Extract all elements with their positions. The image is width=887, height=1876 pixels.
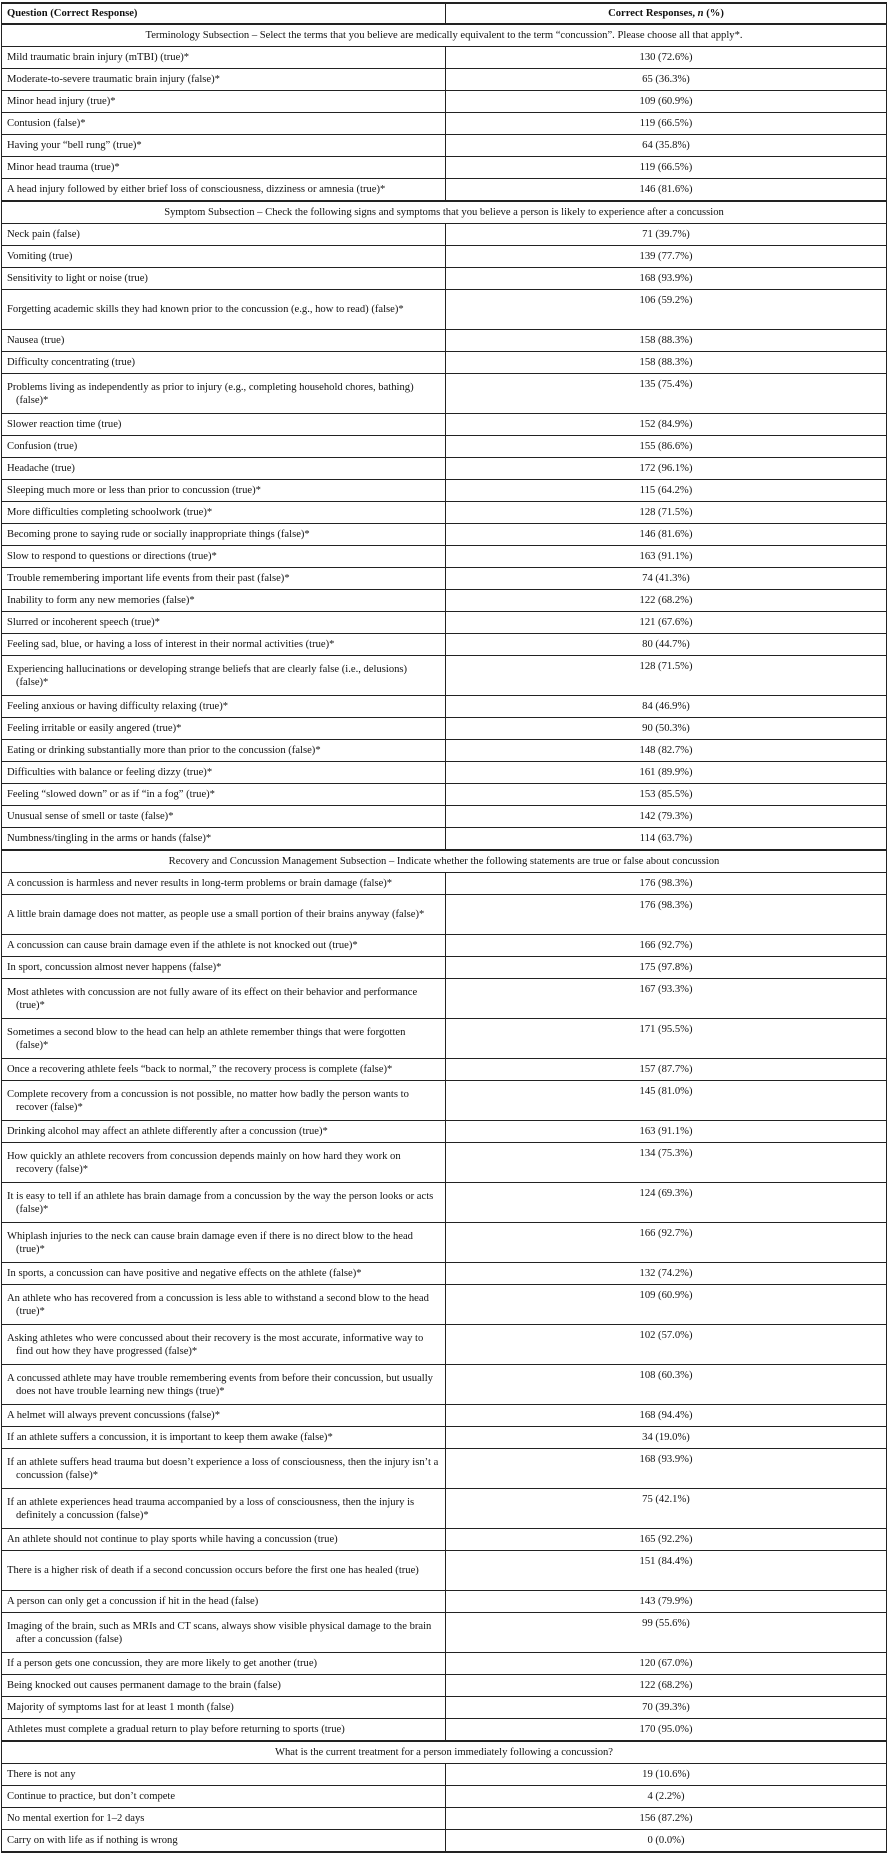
table-row <box>2 1653 887 1675</box>
correct-responses-cell: 114 (63.7%) <box>446 828 887 851</box>
table-row <box>2 1489 887 1529</box>
table-row <box>2 634 887 656</box>
question-cell: Becoming prone to saying rude or socially inappropriate things (false)* <box>2 524 446 546</box>
table-row <box>2 47 887 69</box>
question-cell: Minor head trauma (true)* <box>2 157 446 179</box>
question-cell: Whiplash injuries to the neck can cause brain damage even if there is no direct blow to the head (true)* <box>2 1223 446 1263</box>
correct-responses-cell: 65 (36.3%) <box>446 69 887 91</box>
section-title: Symptom Subsection – Check the following signs and symptoms that you believe a person is likely to experience after a concussion <box>2 201 887 224</box>
correct-responses-cell: 102 (57.0%) <box>446 1325 887 1365</box>
question-cell: Minor head injury (true)* <box>2 91 446 113</box>
question-cell: A concussed athlete may have trouble remembering events from before their concussion, but usually does not have trouble learning new things (true)* <box>2 1365 446 1405</box>
question-cell: Asking athletes who were concussed about their recovery is the most accurate, informative way to find out how they have progressed (false)* <box>2 1325 446 1365</box>
correct-responses-cell: 84 (46.9%) <box>446 696 887 718</box>
question-cell: Inability to form any new memories (false)* <box>2 590 446 612</box>
question-cell: Confusion (true) <box>2 436 446 458</box>
table-row <box>2 1697 887 1719</box>
table-row <box>2 179 887 202</box>
table-row <box>2 69 887 91</box>
correct-responses-cell: 166 (92.7%) <box>446 935 887 957</box>
question-cell: Sometimes a second blow to the head can help an athlete remember things that were forgotten (false)* <box>2 1019 446 1059</box>
correct-responses-cell: 148 (82.7%) <box>446 740 887 762</box>
table-row <box>2 1019 887 1059</box>
correct-responses-cell: 0 (0.0%) <box>446 1830 887 1853</box>
table-row <box>2 502 887 524</box>
correct-responses-cell: 165 (92.2%) <box>446 1529 887 1551</box>
question-cell: A helmet will always prevent concussions (false)* <box>2 1405 446 1427</box>
correct-responses-cell: 120 (67.0%) <box>446 1653 887 1675</box>
table-row <box>2 374 887 414</box>
correct-responses-cell: 122 (68.2%) <box>446 1675 887 1697</box>
table-row <box>2 873 887 895</box>
correct-responses-cell: 106 (59.2%) <box>446 290 887 330</box>
correct-responses-cell: 108 (60.3%) <box>446 1365 887 1405</box>
question-cell: Contusion (false)* <box>2 113 446 135</box>
table-row <box>2 1591 887 1613</box>
concussion-knowledge-table <box>1 2 887 1853</box>
table-row <box>2 352 887 374</box>
correct-responses-cell: 163 (91.1%) <box>446 1121 887 1143</box>
table-row <box>2 1405 887 1427</box>
table-row <box>2 1529 887 1551</box>
table-row <box>2 696 887 718</box>
table-row <box>2 784 887 806</box>
table-row <box>2 612 887 634</box>
table-row <box>2 1325 887 1365</box>
section-title: What is the current treatment for a person immediately following a concussion? <box>2 1741 887 1764</box>
correct-responses-cell: 128 (71.5%) <box>446 502 887 524</box>
table-row <box>2 957 887 979</box>
header-responses-prefix: Correct Responses, <box>608 8 698 19</box>
table-row <box>2 1613 887 1653</box>
correct-responses-cell: 122 (68.2%) <box>446 590 887 612</box>
question-cell: Unusual sense of smell or taste (false)* <box>2 806 446 828</box>
question-cell: Feeling anxious or having difficulty relaxing (true)* <box>2 696 446 718</box>
question-cell: Continue to practice, but don’t compete <box>2 1786 446 1808</box>
correct-responses-cell: 90 (50.3%) <box>446 718 887 740</box>
correct-responses-cell: 132 (74.2%) <box>446 1263 887 1285</box>
question-cell: Being knocked out causes permanent damage to the brain (false) <box>2 1675 446 1697</box>
question-cell: Slurred or incoherent speech (true)* <box>2 612 446 634</box>
correct-responses-cell: 172 (96.1%) <box>446 458 887 480</box>
correct-responses-cell: 146 (81.6%) <box>446 179 887 202</box>
table-row <box>2 436 887 458</box>
table-row <box>2 935 887 957</box>
question-cell: Neck pain (false) <box>2 224 446 246</box>
question-cell: Feeling irritable or easily angered (true)* <box>2 718 446 740</box>
table-row <box>2 1263 887 1285</box>
question-cell: If an athlete suffers head trauma but doesn’t experience a loss of consciousness, then the injury isn’t a concussion (false)* <box>2 1449 446 1489</box>
correct-responses-cell: 143 (79.9%) <box>446 1591 887 1613</box>
section-title: Recovery and Concussion Management Subsection – Indicate whether the following statements are true or false about concussion <box>2 850 887 873</box>
correct-responses-cell: 109 (60.9%) <box>446 1285 887 1325</box>
table-row <box>2 1121 887 1143</box>
table-row <box>2 1427 887 1449</box>
table-row <box>2 546 887 568</box>
section-header-row <box>2 201 887 224</box>
correct-responses-cell: 139 (77.7%) <box>446 246 887 268</box>
correct-responses-cell: 166 (92.7%) <box>446 1223 887 1263</box>
table-row <box>2 979 887 1019</box>
correct-responses-cell: 168 (93.9%) <box>446 268 887 290</box>
header-correct-responses <box>446 3 887 24</box>
header-question: Question (Correct Response) <box>2 3 446 24</box>
correct-responses-cell: 64 (35.8%) <box>446 135 887 157</box>
table-row <box>2 290 887 330</box>
table-row <box>2 806 887 828</box>
question-cell: More difficulties completing schoolwork (true)* <box>2 502 446 524</box>
table-row <box>2 828 887 851</box>
table-row <box>2 458 887 480</box>
question-cell: Once a recovering athlete feels “back to normal,” the recovery process is complete (false)* <box>2 1059 446 1081</box>
question-cell: Majority of symptoms last for at least 1 month (false) <box>2 1697 446 1719</box>
correct-responses-cell: 170 (95.0%) <box>446 1719 887 1742</box>
question-cell: Most athletes with concussion are not fully aware of its effect on their behavior and performance (true)* <box>2 979 446 1019</box>
correct-responses-cell: 4 (2.2%) <box>446 1786 887 1808</box>
correct-responses-cell: 152 (84.9%) <box>446 414 887 436</box>
section-header-row <box>2 1741 887 1764</box>
correct-responses-cell: 155 (86.6%) <box>446 436 887 458</box>
correct-responses-cell: 115 (64.2%) <box>446 480 887 502</box>
table-body <box>2 24 887 1852</box>
section-header-row <box>2 24 887 47</box>
question-cell: A concussion can cause brain damage even if the athlete is not knocked out (true)* <box>2 935 446 957</box>
section-title: Terminology Subsection – Select the terms that you believe are medically equivalent to the term “concussion”. Please choose all that apply*. <box>2 24 887 47</box>
question-cell: Eating or drinking substantially more than prior to the concussion (false)* <box>2 740 446 762</box>
table-row <box>2 1764 887 1786</box>
question-cell: Having your “bell rung” (true)* <box>2 135 446 157</box>
correct-responses-cell: 156 (87.2%) <box>446 1808 887 1830</box>
table-row <box>2 1183 887 1223</box>
question-cell: Slow to respond to questions or directions (true)* <box>2 546 446 568</box>
table-row <box>2 246 887 268</box>
table-row <box>2 414 887 436</box>
table-row <box>2 135 887 157</box>
question-cell: Complete recovery from a concussion is not possible, no matter how badly the person wants to recover (false)* <box>2 1081 446 1121</box>
correct-responses-cell: 109 (60.9%) <box>446 91 887 113</box>
table-row <box>2 524 887 546</box>
correct-responses-cell: 19 (10.6%) <box>446 1764 887 1786</box>
table-header-row <box>2 3 887 24</box>
question-cell: Slower reaction time (true) <box>2 414 446 436</box>
header-responses-suffix: (%) <box>703 8 724 19</box>
correct-responses-cell: 128 (71.5%) <box>446 656 887 696</box>
question-cell: In sport, concussion almost never happens (false)* <box>2 957 446 979</box>
question-cell: An athlete should not continue to play sports while having a concussion (true) <box>2 1529 446 1551</box>
question-cell: An athlete who has recovered from a concussion is less able to withstand a second blow to the head (true)* <box>2 1285 446 1325</box>
question-cell: Sensitivity to light or noise (true) <box>2 268 446 290</box>
question-cell: If a person gets one concussion, they are more likely to get another (true) <box>2 1653 446 1675</box>
table-row <box>2 740 887 762</box>
question-cell: How quickly an athlete recovers from concussion depends mainly on how hard they work on recovery (false)* <box>2 1143 446 1183</box>
question-cell: Carry on with life as if nothing is wrong <box>2 1830 446 1853</box>
table-row <box>2 1808 887 1830</box>
correct-responses-cell: 74 (41.3%) <box>446 568 887 590</box>
question-cell: Headache (true) <box>2 458 446 480</box>
question-cell: It is easy to tell if an athlete has brain damage from a concussion by the way the person looks or acts (false)* <box>2 1183 446 1223</box>
correct-responses-cell: 176 (98.3%) <box>446 895 887 935</box>
correct-responses-cell: 158 (88.3%) <box>446 330 887 352</box>
question-cell: There is a higher risk of death if a second concussion occurs before the first one has healed (true) <box>2 1551 446 1591</box>
table-row <box>2 224 887 246</box>
table-row <box>2 590 887 612</box>
table-row <box>2 762 887 784</box>
question-cell: Forgetting academic skills they had known prior to the concussion (e.g., how to read) (false)* <box>2 290 446 330</box>
correct-responses-cell: 135 (75.4%) <box>446 374 887 414</box>
question-cell: A concussion is harmless and never results in long-term problems or brain damage (false)* <box>2 873 446 895</box>
question-cell: Trouble remembering important life events from their past (false)* <box>2 568 446 590</box>
question-cell: Difficulty concentrating (true) <box>2 352 446 374</box>
question-cell: Drinking alcohol may affect an athlete differently after a concussion (true)* <box>2 1121 446 1143</box>
table-row <box>2 480 887 502</box>
correct-responses-cell: 163 (91.1%) <box>446 546 887 568</box>
correct-responses-cell: 80 (44.7%) <box>446 634 887 656</box>
correct-responses-cell: 75 (42.1%) <box>446 1489 887 1529</box>
correct-responses-cell: 168 (93.9%) <box>446 1449 887 1489</box>
correct-responses-cell: 124 (69.3%) <box>446 1183 887 1223</box>
question-cell: If an athlete suffers a concussion, it is important to keep them awake (false)* <box>2 1427 446 1449</box>
section-header-row <box>2 850 887 873</box>
correct-responses-cell: 130 (72.6%) <box>446 47 887 69</box>
question-cell: Problems living as independently as prior to injury (e.g., completing household chores, bathing) (false)* <box>2 374 446 414</box>
correct-responses-cell: 161 (89.9%) <box>446 762 887 784</box>
correct-responses-cell: 168 (94.4%) <box>446 1405 887 1427</box>
table-row <box>2 895 887 935</box>
table-row <box>2 718 887 740</box>
question-cell: In sports, a concussion can have positive and negative effects on the athlete (false)* <box>2 1263 446 1285</box>
correct-responses-cell: 99 (55.6%) <box>446 1613 887 1653</box>
question-cell: Experiencing hallucinations or developing strange beliefs that are clearly false (i.e., delusions) (false)* <box>2 656 446 696</box>
question-cell: Vomiting (true) <box>2 246 446 268</box>
table-row <box>2 568 887 590</box>
table-row <box>2 1285 887 1325</box>
question-cell: Feeling sad, blue, or having a loss of interest in their normal activities (true)* <box>2 634 446 656</box>
question-cell: A person can only get a concussion if hit in the head (false) <box>2 1591 446 1613</box>
correct-responses-cell: 158 (88.3%) <box>446 352 887 374</box>
question-cell: No mental exertion for 1–2 days <box>2 1808 446 1830</box>
correct-responses-cell: 119 (66.5%) <box>446 157 887 179</box>
table-row <box>2 157 887 179</box>
table-row <box>2 330 887 352</box>
table-row <box>2 1675 887 1697</box>
correct-responses-cell: 34 (19.0%) <box>446 1427 887 1449</box>
table-row <box>2 1081 887 1121</box>
question-cell: Feeling “slowed down” or as if “in a fog” (true)* <box>2 784 446 806</box>
question-cell: A head injury followed by either brief loss of consciousness, dizziness or amnesia (true)* <box>2 179 446 202</box>
correct-responses-cell: 167 (93.3%) <box>446 979 887 1019</box>
table-row <box>2 1551 887 1591</box>
question-cell: Imaging of the brain, such as MRIs and CT scans, always show visible physical damage to the brain after a concussion (false) <box>2 1613 446 1653</box>
question-cell: A little brain damage does not matter, as people use a small portion of their brains anyway (false)* <box>2 895 446 935</box>
correct-responses-cell: 70 (39.3%) <box>446 1697 887 1719</box>
table-row <box>2 1786 887 1808</box>
correct-responses-cell: 142 (79.3%) <box>446 806 887 828</box>
correct-responses-cell: 146 (81.6%) <box>446 524 887 546</box>
table-row <box>2 91 887 113</box>
table-row <box>2 656 887 696</box>
question-cell: If an athlete experiences head trauma accompanied by a loss of consciousness, then the injury is definitely a concussion (false)* <box>2 1489 446 1529</box>
question-cell: Sleeping much more or less than prior to concussion (true)* <box>2 480 446 502</box>
correct-responses-cell: 153 (85.5%) <box>446 784 887 806</box>
correct-responses-cell: 134 (75.3%) <box>446 1143 887 1183</box>
correct-responses-cell: 157 (87.7%) <box>446 1059 887 1081</box>
correct-responses-cell: 71 (39.7%) <box>446 224 887 246</box>
header-responses-n: n <box>697 8 704 19</box>
question-cell: Numbness/tingling in the arms or hands (false)* <box>2 828 446 851</box>
table-row <box>2 1365 887 1405</box>
correct-responses-cell: 121 (67.6%) <box>446 612 887 634</box>
question-cell: Athletes must complete a gradual return to play before returning to sports (true) <box>2 1719 446 1742</box>
question-cell: Difficulties with balance or feeling dizzy (true)* <box>2 762 446 784</box>
table-row <box>2 1059 887 1081</box>
table-row <box>2 113 887 135</box>
table-row <box>2 1719 887 1742</box>
table-row <box>2 1830 887 1853</box>
correct-responses-cell: 145 (81.0%) <box>446 1081 887 1121</box>
question-cell: Mild traumatic brain injury (mTBI) (true)* <box>2 47 446 69</box>
correct-responses-cell: 176 (98.3%) <box>446 873 887 895</box>
correct-responses-cell: 171 (95.5%) <box>446 1019 887 1059</box>
table-row <box>2 1449 887 1489</box>
table-row <box>2 268 887 290</box>
table-row <box>2 1223 887 1263</box>
correct-responses-cell: 151 (84.4%) <box>446 1551 887 1591</box>
table-row <box>2 1143 887 1183</box>
question-cell: Nausea (true) <box>2 330 446 352</box>
question-cell: Moderate-to-severe traumatic brain injury (false)* <box>2 69 446 91</box>
question-cell: There is not any <box>2 1764 446 1786</box>
correct-responses-cell: 119 (66.5%) <box>446 113 887 135</box>
correct-responses-cell: 175 (97.8%) <box>446 957 887 979</box>
